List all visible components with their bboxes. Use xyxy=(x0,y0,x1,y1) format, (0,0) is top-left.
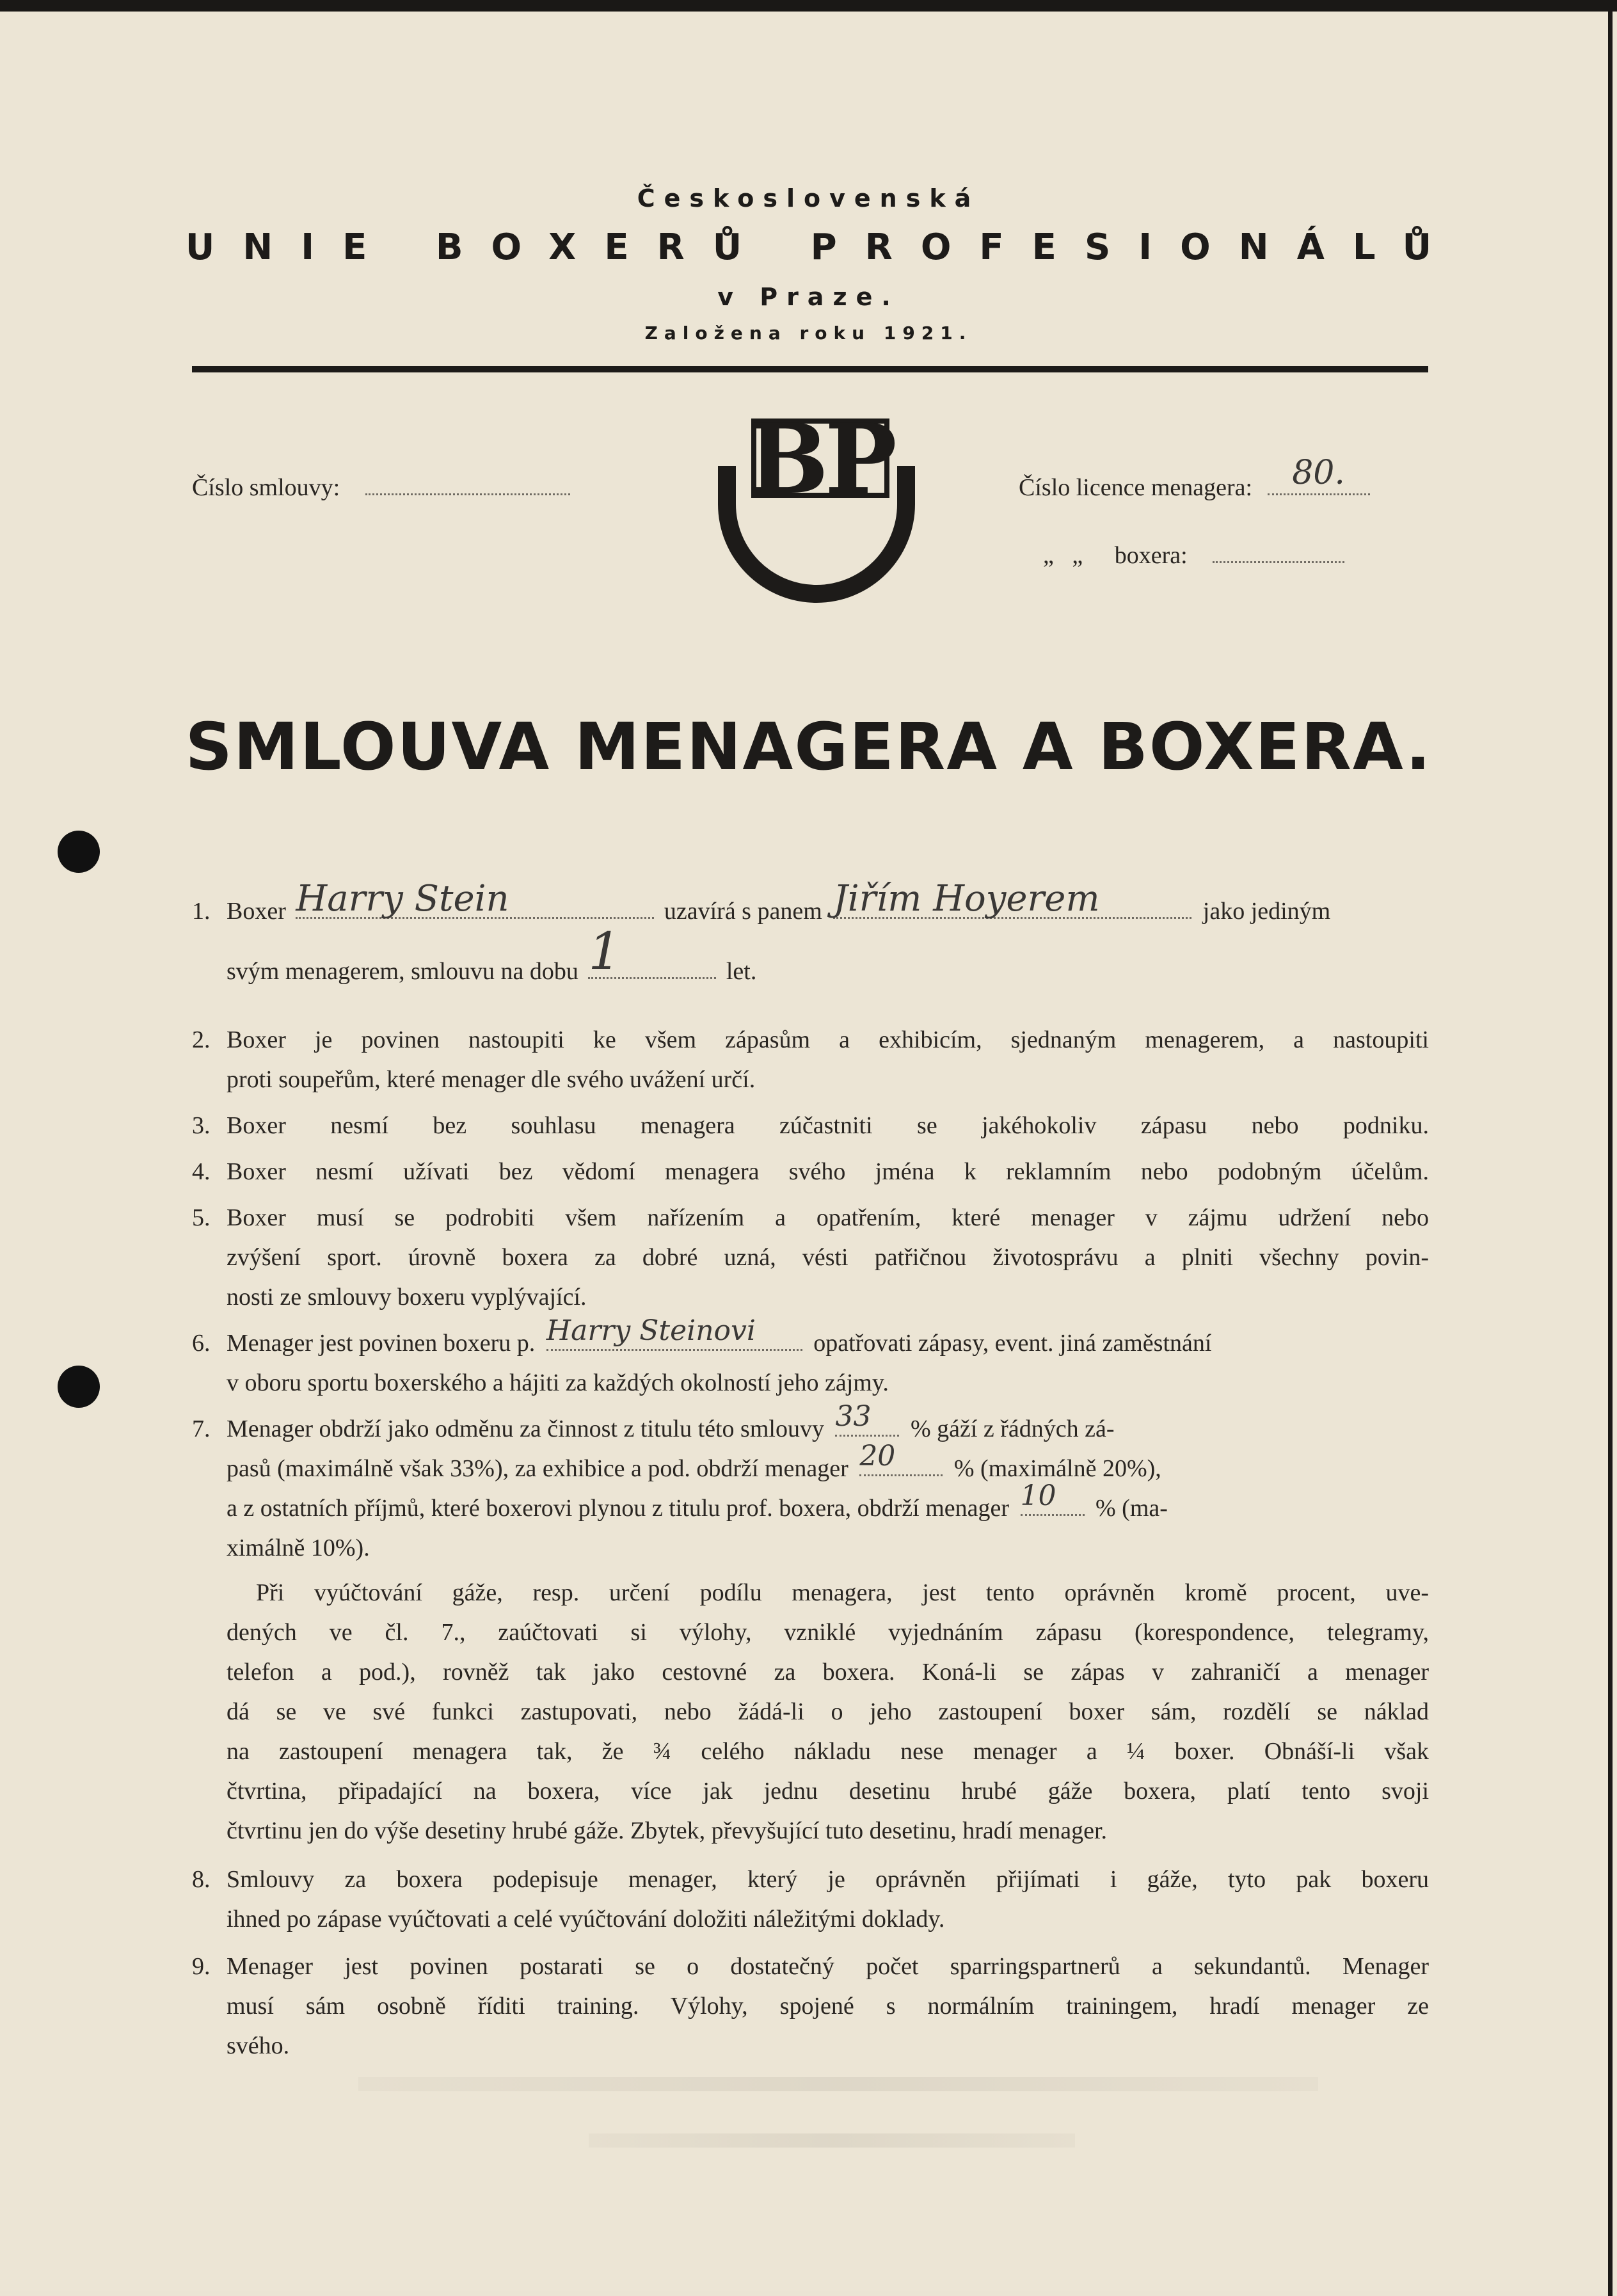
logo-text: BP xyxy=(747,415,893,516)
clause-4-line-1: Boxer nesmí užívati bez vědomí menagera svého jména k reklamním nebo podobným účelům. xyxy=(227,1158,1429,1185)
contract-number-field xyxy=(192,474,570,502)
document-title: SMLOUVA MENAGERA A BOXERA. xyxy=(185,709,1432,785)
clause-7-line-1 xyxy=(227,1400,1429,1449)
clause-text: % gáží z řádných zá- xyxy=(910,1415,1115,1442)
exhibition-percent-field[interactable] xyxy=(859,1440,943,1476)
clause-text: svým menagerem, smlouvu na dobu xyxy=(227,958,578,985)
manager-license-field xyxy=(1019,454,1370,502)
clause-number: 2. xyxy=(192,1026,211,1053)
clause-number: 6. xyxy=(192,1330,211,1357)
paragraph-line-5: na zastoupení menagera tak, že ¾ celého nákladu nese menager a ¼ boxer. Obnáší-li však xyxy=(227,1738,1429,1765)
clause-1-line-2 xyxy=(227,921,1429,991)
manager-license-label: Číslo licence menagera: xyxy=(1019,474,1253,501)
manager-name-handwritten: Jiřím Hoyerem xyxy=(833,878,1100,920)
contract-years-handwritten: 1 xyxy=(588,921,621,981)
clause-number: 7. xyxy=(192,1415,211,1442)
clause-2 xyxy=(192,1020,1429,1099)
clause-2-line-1: Boxer je povinen nastoupiti ke všem zápasům a exhibicím, sjednaným menagerem, a nastoupiti xyxy=(227,1026,1429,1053)
boxer-license-line[interactable] xyxy=(1213,545,1344,563)
bleed-through-1 xyxy=(358,2077,1318,2091)
clause-text: let. xyxy=(726,958,757,985)
clause-number: 1. xyxy=(192,898,211,925)
clause-8-line-1: Smlouvy za boxera podepisuje menager, který je oprávněn přijímati i gáže, tyto pak boxeru xyxy=(227,1866,1429,1893)
boxer-name-handwritten: Harry Stein xyxy=(296,878,509,920)
header-organization-name: UNIE BOXERŮ PROFESIONÁLŮ xyxy=(185,227,1460,268)
clause-7-paragraph xyxy=(192,1573,1429,1851)
clause-8 xyxy=(192,1860,1429,1939)
clause-5-line-2: zvýšení sport. úrovně boxera za dobré uzná, vésti patřičnou životosprávu a plniti všechny povin- xyxy=(227,1244,1429,1271)
match-percent-handwritten: 33 xyxy=(835,1400,872,1433)
clause-4 xyxy=(192,1152,1429,1192)
punch-hole-upper xyxy=(58,831,100,873)
paragraph-line-2: dených ve čl. 7., zaúčtovati si výlohy, vzniklé vyjednáním zápasu (korespondence, telegramy, xyxy=(227,1619,1429,1646)
other-income-percent-field[interactable] xyxy=(1020,1479,1085,1516)
header-rule xyxy=(192,366,1428,372)
clause-text: % (maximálně 20%), xyxy=(953,1455,1161,1482)
clause-number: 3. xyxy=(192,1112,211,1139)
other-income-percent-handwritten: 10 xyxy=(1020,1479,1056,1512)
header-founded: Založena roku 1921. xyxy=(644,323,973,344)
clause-1 xyxy=(192,878,1429,985)
paragraph-line-7: čtvrtinu jen do výše desetiny hrubé gáže. Zbytek, převyšující tuto desetinu, hradí menager. xyxy=(227,1817,1108,1844)
clause-9-line-1: Menager jest povinen postarati se o dostatečný počet sparringspartnerů a sekundantů. Menager xyxy=(227,1953,1429,1980)
clause-9-line-2: musí sám osobně říditi training. Výlohy, spojené s normálním trainingem, hradí menager ze xyxy=(227,1993,1429,2020)
clause-5 xyxy=(192,1198,1429,1317)
clause-text: pasů (maximálně však 33%), za exhibice a pod. obdrží menager xyxy=(227,1455,848,1482)
manager-license-line[interactable] xyxy=(1268,454,1370,495)
clause-7-line-3 xyxy=(227,1479,1429,1528)
header-line-1: Československá xyxy=(637,184,980,212)
paragraph-line-4: dá se ve své funkci zastupovati, nebo žádá-li o jeho zastoupení boxer sám, rozdělí se náklad xyxy=(227,1698,1429,1725)
clause-7-line-2 xyxy=(227,1440,1429,1488)
clause-3-line-1: Boxer nesmí bez souhlasu menagera zúčastniti se jakéhokoliv zápasu nebo podniku. xyxy=(227,1112,1429,1139)
clause-2-line-2: proti soupeřům, které menager dle svého uvážení určí. xyxy=(227,1066,756,1093)
scan-edge-top xyxy=(0,0,1617,12)
clause-9-line-3: svého. xyxy=(227,2032,290,2059)
ditto-marks: „ „ xyxy=(1043,542,1083,569)
boxer-license-field xyxy=(1043,541,1344,570)
paragraph-line-1: Při vyúčtování gáže, resp. určení podílu menagera, jest tento oprávněn kromě procent, uve- xyxy=(256,1579,1429,1606)
boxer-name-field[interactable] xyxy=(296,878,654,920)
clause-text: Menager jest povinen boxeru p. xyxy=(227,1330,536,1357)
contract-number-label: Číslo smlouvy: xyxy=(192,474,340,501)
bp-logo-emblem xyxy=(712,415,921,607)
contract-number-line[interactable] xyxy=(365,477,570,495)
clause-1-line-1 xyxy=(227,878,1429,931)
scan-edge-right xyxy=(1608,0,1613,2296)
boxer-name-dative-field[interactable] xyxy=(546,1314,802,1351)
clause-6 xyxy=(192,1314,1429,1403)
exhibition-percent-handwritten: 20 xyxy=(859,1440,896,1472)
manager-name-field[interactable] xyxy=(833,878,1191,920)
clause-5-line-3: nosti ze smlouvy boxeru vyplývající. xyxy=(227,1284,587,1311)
clause-text: opatřovati zápasy, event. jiná zaměstnání xyxy=(813,1330,1212,1357)
boxer-name-dative-handwritten: Harry Steinovi xyxy=(546,1314,756,1347)
clause-5-line-1: Boxer musí se podrobiti všem nařízením a opatřením, které menager v zájmu udržení nebo xyxy=(227,1204,1429,1231)
clause-number: 5. xyxy=(192,1204,211,1231)
clause-3 xyxy=(192,1106,1429,1145)
clause-7 xyxy=(192,1400,1429,1568)
clause-text: a z ostatních příjmů, které boxerovi plynou z titulu prof. boxera, obdrží menager xyxy=(227,1495,1010,1522)
paragraph-line-6: čtvrtina, připadající na boxera, více jak jednu desetinu hrubé gáže boxera, platí tento svoji xyxy=(227,1778,1429,1805)
match-percent-field[interactable] xyxy=(835,1400,899,1437)
clause-9 xyxy=(192,1947,1429,2066)
clause-number: 8. xyxy=(192,1866,211,1893)
contract-years-field[interactable] xyxy=(588,921,716,981)
clause-6-line-1 xyxy=(227,1314,1429,1363)
manager-license-value: 80. xyxy=(1292,454,1345,492)
clause-text: uzavírá s panem xyxy=(664,898,822,925)
bleed-through-2 xyxy=(589,2133,1075,2148)
clause-number: 9. xyxy=(192,1953,211,1980)
clause-7-line-4: ximálně 10%). xyxy=(227,1535,370,1561)
clause-8-line-2: ihned po zápase vyúčtovati a celé vyúčtování doložiti náležitými doklady. xyxy=(227,1906,945,1933)
clause-text: jako jediným xyxy=(1202,898,1331,925)
header-city: v Praze. xyxy=(717,283,900,311)
clause-text: Menager obdrží jako odměnu za činnost z titulu této smlouvy xyxy=(227,1415,824,1442)
clause-text: % (ma- xyxy=(1095,1495,1168,1522)
boxer-license-label: boxera: xyxy=(1114,542,1188,569)
paragraph-line-3: telefon a pod.), rovněž tak jako cestovné za boxera. Koná-li se zápas v zahraničí a menager xyxy=(227,1659,1429,1686)
clause-text: Boxer xyxy=(227,898,286,925)
clause-6-line-2: v oboru sportu boxerského a hájiti za každých okolností jeho zájmy. xyxy=(227,1369,889,1396)
punch-hole-lower xyxy=(58,1366,100,1408)
clause-number: 4. xyxy=(192,1158,211,1185)
